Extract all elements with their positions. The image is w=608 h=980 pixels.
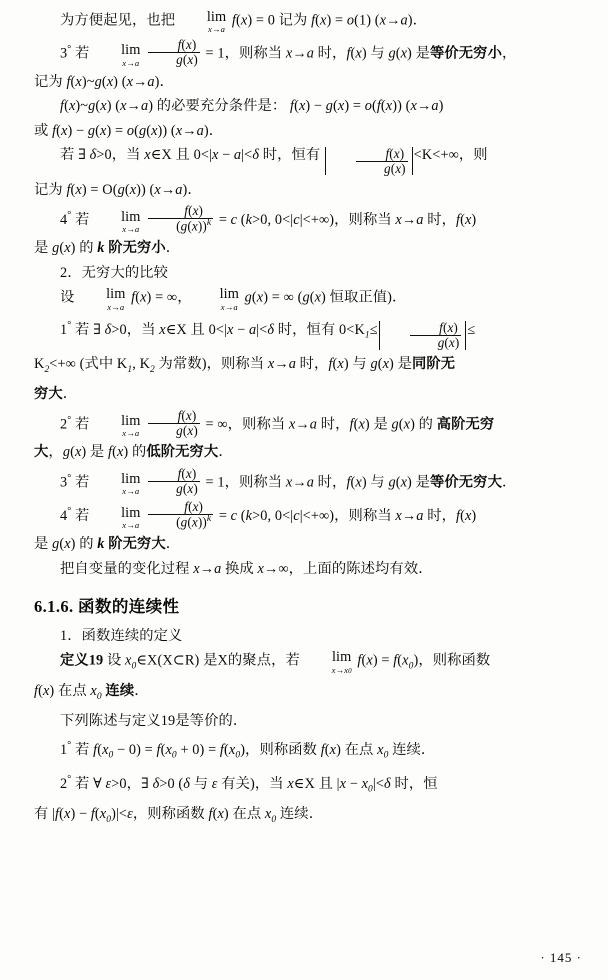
limit-operator: lim x→x0 (331, 649, 352, 675)
fraction: $\frac{f(x)}{(g(x))^k}$ (148, 204, 213, 233)
text-line: 4° 若 lim x→a $\frac{f(x)}{(g(x))^k}$ = c (k>0, 0<|c|<+∞)，则称当 x→a 时，f(x) (60, 499, 477, 531)
text-line: 下列陈述与定义19是等价的． (60, 713, 248, 730)
text-line: 为方便起见，也把 lim x→a f(x) = 0 记为 f(x) = o(1) (x→a)． (60, 9, 428, 35)
text-line: 1．函数连续的定义 (60, 627, 183, 644)
text-line: 2° 若 lim x→a $\frac{f(x)}{g(x)}$ = ∞，则称当 x→a 时，f(x) 是 g(x) 的 高阶无穷 (60, 407, 495, 439)
text-line: 4° 若 lim x→a $\frac{f(x)}{(g(x))^k}$ = c (k>0, 0<|c|<+∞)，则称当 x→a 时，f(x) (60, 203, 477, 235)
limit-operator: lim x→a (121, 208, 141, 235)
text-line: f(x) 在点 $x_0$ 连续． (34, 683, 149, 702)
text-line: 3° 若 lim x→a $\frac{f(x)}{g(x)}$ = 1，则称当 x→a 时，f(x) 与 g(x) 是等价无穷大． (60, 465, 517, 497)
limit-operator: lim x→a (106, 286, 126, 312)
page-content (34, 10, 579, 834)
text-line: 或 f(x) − g(x) = o(g(x)) (x→a)． (34, 122, 224, 139)
limit-operator: lim x→a (121, 412, 141, 439)
text-line: 3° 若 lim x→a $\frac{f(x)}{g(x)}$ = 1，则称当 x→a 时，f(x) 与 g(x) 是等价无穷小， (60, 37, 517, 68)
text-line: 是 g(x) 的 k 阶无穷大． (34, 536, 181, 553)
text-line: 1° 若 ∃ δ>0，当 x∈X 且 0<|x − a|<δ 时，恒有 $0<K_1\le$ $\frac{f(x)}{g(x)}$ ≤ (60, 319, 476, 350)
fraction: $\frac{f(x)}{g(x)}$ (148, 409, 200, 438)
text-line: 记为 f(x)~g(x) (x→a)． (34, 73, 174, 90)
text-line: f(x)~g(x) (x→a) 的必要充分条件是： f(x) − g(x) = o(f(x)) (x→a) (60, 98, 444, 115)
text-line: 大，g(x) 是 f(x) 的低阶无穷大． (34, 444, 233, 461)
limit-operator: lim x→a (121, 470, 141, 497)
limit-operator: lim x→a (206, 9, 227, 35)
text-line: 是 g(x) 的 k 阶无穷小． (34, 240, 181, 257)
text-line: 设 lim x→a f(x) = ∞， lim x→a g(x) = ∞ (g(x) 恒取正值)． (60, 286, 407, 312)
absolute-value: $\frac{f(x)}{g(x)}$ (325, 147, 413, 176)
limit-operator: lim x→a (121, 504, 141, 531)
absolute-value: $\frac{f(x)}{g(x)}$ (379, 321, 467, 350)
limit-operator: lim x→a (219, 286, 239, 312)
text-line: 2° 若 ∀ ε>0，∃ δ>0 (δ 与 ε 有关)，当 x∈X 且 $|x - x_0|<\delta$ 时，恒 (60, 773, 438, 795)
fraction: $\frac{f(x)}{g(x)}$ (148, 467, 200, 496)
fraction: $\frac{f(x)}{g(x)}$ (148, 38, 200, 67)
text-line: 2．无穷大的比较 (60, 264, 169, 281)
page-number: · 145 · (540, 950, 582, 965)
text-line: $K_2<+\infty$ (式中 $K_1$, $K_2$ 为常数)，则称当 x→a 时，f(x) 与 g(x) 是同阶无 (34, 356, 456, 375)
text-line: 若 ∃ δ>0，当 x∈X 且 0<|x − a|<δ 时，恒有 $\frac{f(x)}{g(x)}$ <K<+∞，则 (60, 145, 488, 176)
text-line: 定义19 设 $x_0\in X(X\subset R)$ 是X的聚点，若 lim x→x0 $f(x) = f(x_0)$，则称函数 (60, 649, 491, 675)
section-heading: 6.1.6. 函数的连续性 (34, 596, 180, 616)
text-line: 有 $|f(x) - f(x_0)|<\varepsilon$，则称函数 f(x) 在点 $x_0$ 连续． (34, 806, 324, 825)
text-line: 穷大． (34, 386, 78, 403)
fraction: $\frac{f(x)}{(g(x))^k}$ (148, 500, 213, 529)
text-line: 记为 f(x) = O(g(x)) (x→a)． (34, 181, 202, 198)
text-line: 1° 若 $f(x_0 - 0) = f(x_0 + 0) = f(x_0)$，则称函数 f(x) 在点 $x_0$ 连续． (60, 739, 436, 761)
limit-operator: lim x→a (121, 42, 141, 68)
text-line: 把自变量的变化过程 x→a 换成 x→∞，上面的陈述均有效． (60, 560, 433, 577)
